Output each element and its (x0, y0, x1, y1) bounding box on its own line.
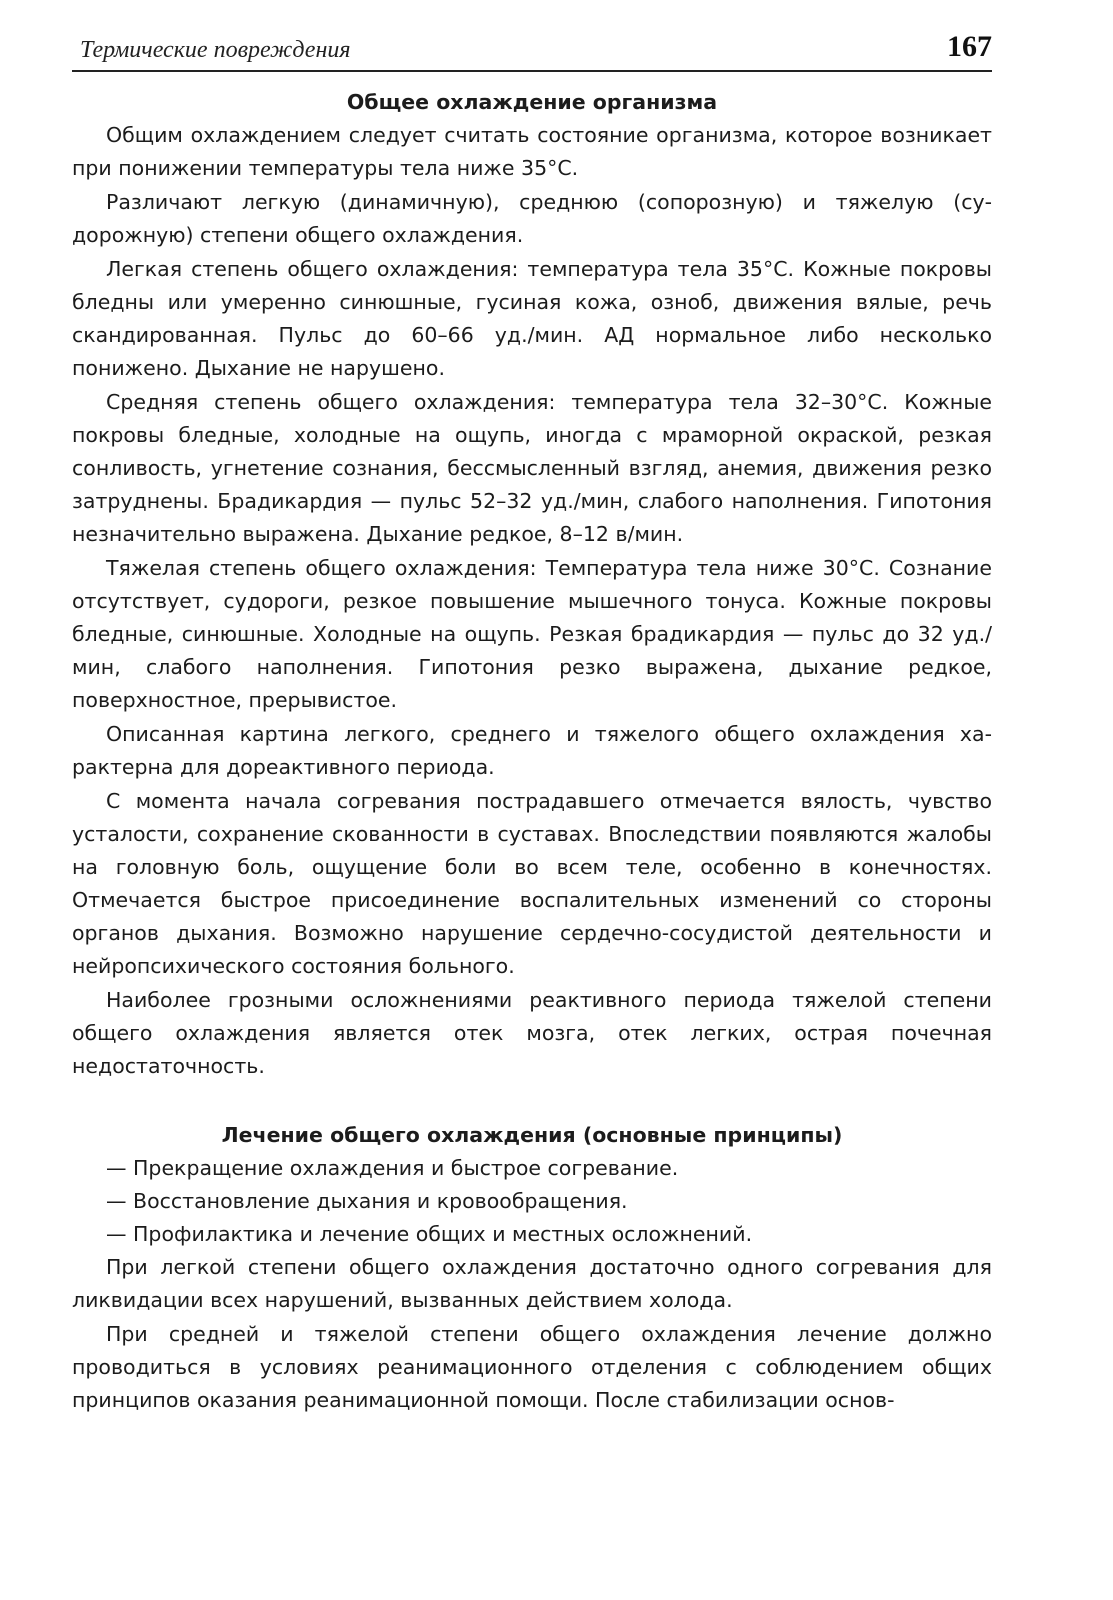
paragraph: При средней и тяжелой степени общего охлаждения лечение должно проводиться в условиях реанимационного отделения с соблюдением общих принципов оказания реанимационной помощи. После стабилизации основ- (72, 1322, 992, 1412)
running-header (72, 30, 992, 72)
page-body (72, 86, 992, 1417)
section-title-general-cooling: Общее охлаждение организма (346, 90, 718, 114)
paragraph: Легкая степень общего охлаждения: температура тела 35°С. Кожные покровы бледны или умеренно синюшные, гусиная кожа, озноб, движения вялые, речь скандированная. Пульс до 60–66 уд./мин. АД нормальное либо несколько понижено. Дыхание не нарушено. (72, 257, 992, 380)
paragraph: Наиболее грозными осложнениями реактивного периода тяжелой степени общего охлаждения является отек мозга, отек легких, острая почечная недостаточность. (72, 988, 992, 1078)
paragraph: С момента начала согревания пострадавшего отмечается вялость, чувство усталости, сохранение скованности в суставах. Впоследствии появляются жалобы на головную боль, ощущение боли во всем теле, особенно в конечностях. Отмечается быстрое присоединение воспалительных изменений со стороны органов дыхания. Возможно нарушение сердечно-сосудистой деятельности и нейропсихического состояния больного. (72, 789, 992, 978)
list-item: — Профилактика и лечение общих и местных осложнений. (106, 1222, 753, 1246)
paragraph: Различают легкую (динамичную), среднюю (сопорозную) и тяжелую (судорожную) степени общего охлаждения. (72, 190, 992, 247)
paragraph: Общим охлаждением следует считать состояние организма, которое возникает при понижении температуры тела ниже 35°С. (72, 123, 992, 180)
section-title-treatment: Лечение общего охлаждения (основные принципы) (221, 1123, 843, 1147)
paragraph: Тяжелая степень общего охлаждения: Температура тела ниже 30°С. Сознание отсутствует, судороги, резкое повышение мышечного тонуса. Кожные покровы бледные, синюшные. Холодные на ощупь. Резкая брадикардия — пульс до 32 уд./мин, слабого наполнения. Гипотония резко выражена, дыхание редкое, поверхностное, прерывистое. (72, 556, 992, 712)
book-page (72, 30, 992, 1417)
paragraph: Средняя степень общего охлаждения: температура тела 32–30°С. Кожные покровы бледные, холодные на ощупь, иногда с мраморной окраской, резкая сонливость, угнетение сознания, бессмысленный взгляд, анемия, движения резко затруднены. Брадикардия — пульс 52–32 уд./мин, слабого наполнения. Гипотония незначительно выражена. Дыхание редкое, 8–12 в/мин. (72, 390, 992, 546)
running-title: Термические повреждения (80, 37, 351, 63)
paragraph: При легкой степени общего охлаждения достаточно одного согревания для ликвидации всех нарушений, вызванных действием холода. (72, 1255, 992, 1312)
list-item: — Прекращение охлаждения и быстрое согревание. (106, 1156, 679, 1180)
page-number: 167 (947, 30, 992, 63)
list-item: — Восстановление дыхания и кровообращения. (106, 1189, 628, 1213)
paragraph: Описанная картина легкого, среднего и тяжелого общего охлаждения характерна для дореактивного периода. (72, 722, 992, 779)
